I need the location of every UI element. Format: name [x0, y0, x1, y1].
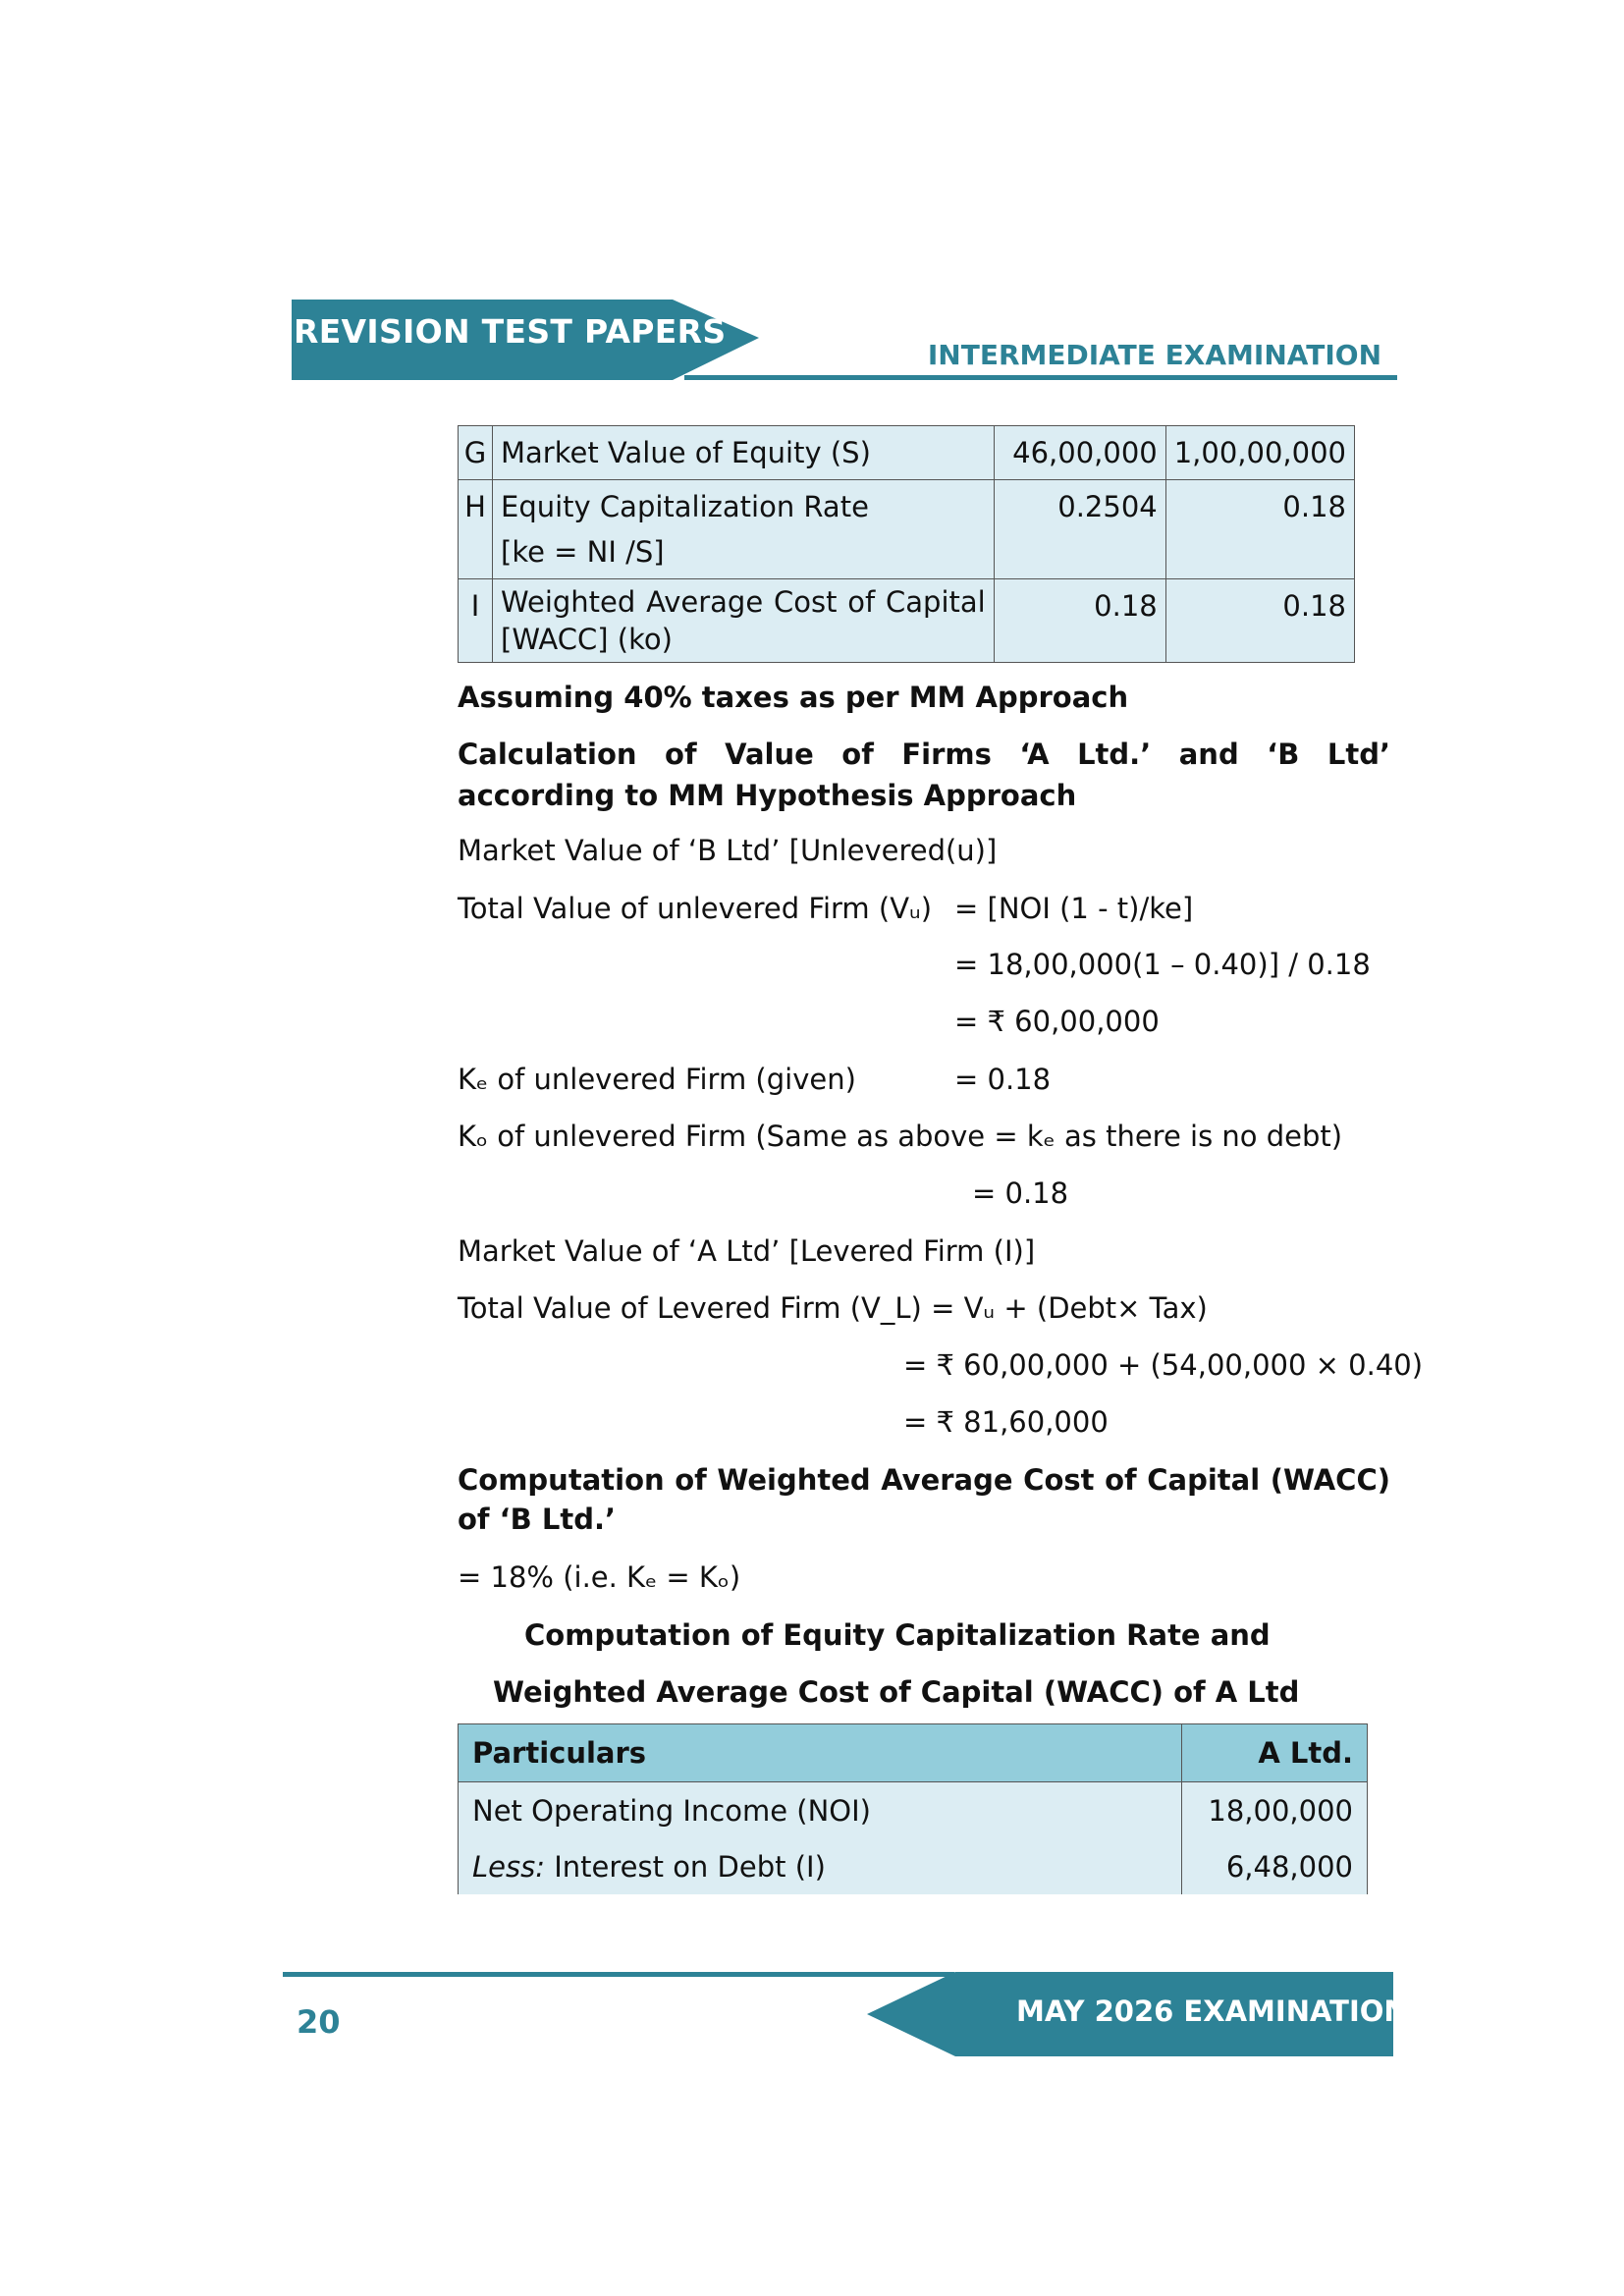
vu-equation-2: = 18,00,000(1 – 0.40)] / 0.18: [954, 948, 1371, 981]
row-value-2: 1,00,00,000: [1165, 426, 1354, 480]
row-letter: G: [459, 426, 493, 480]
column-header-a-ltd: A Ltd.: [1182, 1724, 1368, 1782]
vl-line: Total Value of Levered Firm (V_L) = Vᵤ + (Debt× Tax): [458, 1291, 1208, 1325]
valuation-table: [458, 425, 1355, 663]
computation-heading-line-2: Weighted Average Cost of Capital (WACC) of A Ltd: [493, 1675, 1300, 1709]
table-row: [459, 1782, 1368, 1839]
page-number: 20: [297, 2003, 341, 2041]
row-label: Equity Capitalization Rate [ke = NI /S]: [493, 480, 995, 579]
row-value-1: 0.18: [994, 579, 1165, 663]
vl-equation-3: = ₹ 81,60,000: [903, 1405, 1109, 1439]
row-label: Less: Interest on Debt (I): [459, 1838, 1182, 1894]
row-value: 6,48,000: [1182, 1838, 1368, 1894]
table-row: [459, 426, 1355, 480]
vu-label: Total Value of unlevered Firm (Vᵤ): [458, 892, 933, 925]
footer-rule: [283, 1972, 954, 1977]
market-value-b: Market Value of ‘B Ltd’ [Unlevered(u)]: [458, 834, 998, 867]
header-right-title: INTERMEDIATE EXAMINATION: [927, 339, 1381, 371]
ke-label: Kₑ of unlevered Firm (given): [458, 1063, 856, 1096]
ko-line: Kₒ of unlevered Firm (Same as above = kₑ as there is no debt): [458, 1120, 1343, 1153]
table-header-row: [459, 1724, 1368, 1782]
table-row: [459, 480, 1355, 579]
calculation-heading: Calculation of Value of Firms ‘A Ltd.’ and ‘B Ltd’ according to MM Hypothesis Approach: [458, 738, 1390, 812]
ke-value: = 0.18: [954, 1063, 1052, 1096]
row-letter: I: [459, 579, 493, 663]
wacc-a-table: [458, 1723, 1368, 1894]
column-header-particulars: Particulars: [459, 1724, 1182, 1782]
row-label: Weighted Average Cost of Capital [WACC] (ko): [493, 579, 995, 663]
row-sublabel: [WACC] (ko): [501, 623, 673, 656]
wacc-b-value: = 18% (i.e. Kₑ = Kₒ): [458, 1560, 741, 1594]
computation-heading-line-1: Computation of Equity Capitalization Rate and: [524, 1618, 1271, 1652]
row-value-2: 0.18: [1165, 579, 1354, 663]
ko-value: = 0.18: [972, 1176, 1069, 1210]
row-label: Market Value of Equity (S): [493, 426, 995, 480]
row-value-1: 0.2504: [994, 480, 1165, 579]
vl-equation-2: = ₹ 60,00,000 + (54,00,000 × 0.40): [903, 1348, 1424, 1382]
row-label: Net Operating Income (NOI): [459, 1782, 1182, 1839]
less-prefix: Less:: [472, 1849, 545, 1884]
row-value-2: 0.18: [1165, 480, 1354, 579]
row-sublabel: [ke = NI /S]: [501, 535, 665, 569]
vu-equation-3: = ₹ 60,00,000: [954, 1005, 1160, 1038]
assumption-heading: Assuming 40% taxes as per MM Approach: [458, 681, 1129, 714]
wacc-b-heading: Computation of Weighted Average Cost of Capital (WACC) of ‘B Ltd.’: [458, 1463, 1390, 1536]
row-value: 18,00,000: [1182, 1782, 1368, 1839]
market-value-a: Market Value of ‘A Ltd’ [Levered Firm (I)]: [458, 1234, 1036, 1268]
row-letter: H: [459, 480, 493, 579]
row-value-1: 46,00,000: [994, 426, 1165, 480]
vu-equation-1: = [NOI (1 - t)/ke]: [954, 892, 1194, 925]
header-left-title: REVISION TEST PAPERS: [294, 312, 727, 351]
table-row: [459, 579, 1355, 663]
header-rule: [684, 375, 1397, 380]
footer-exam-title: MAY 2026 EXAMINATION: [1016, 1995, 1408, 2028]
table-row: [459, 1838, 1368, 1894]
